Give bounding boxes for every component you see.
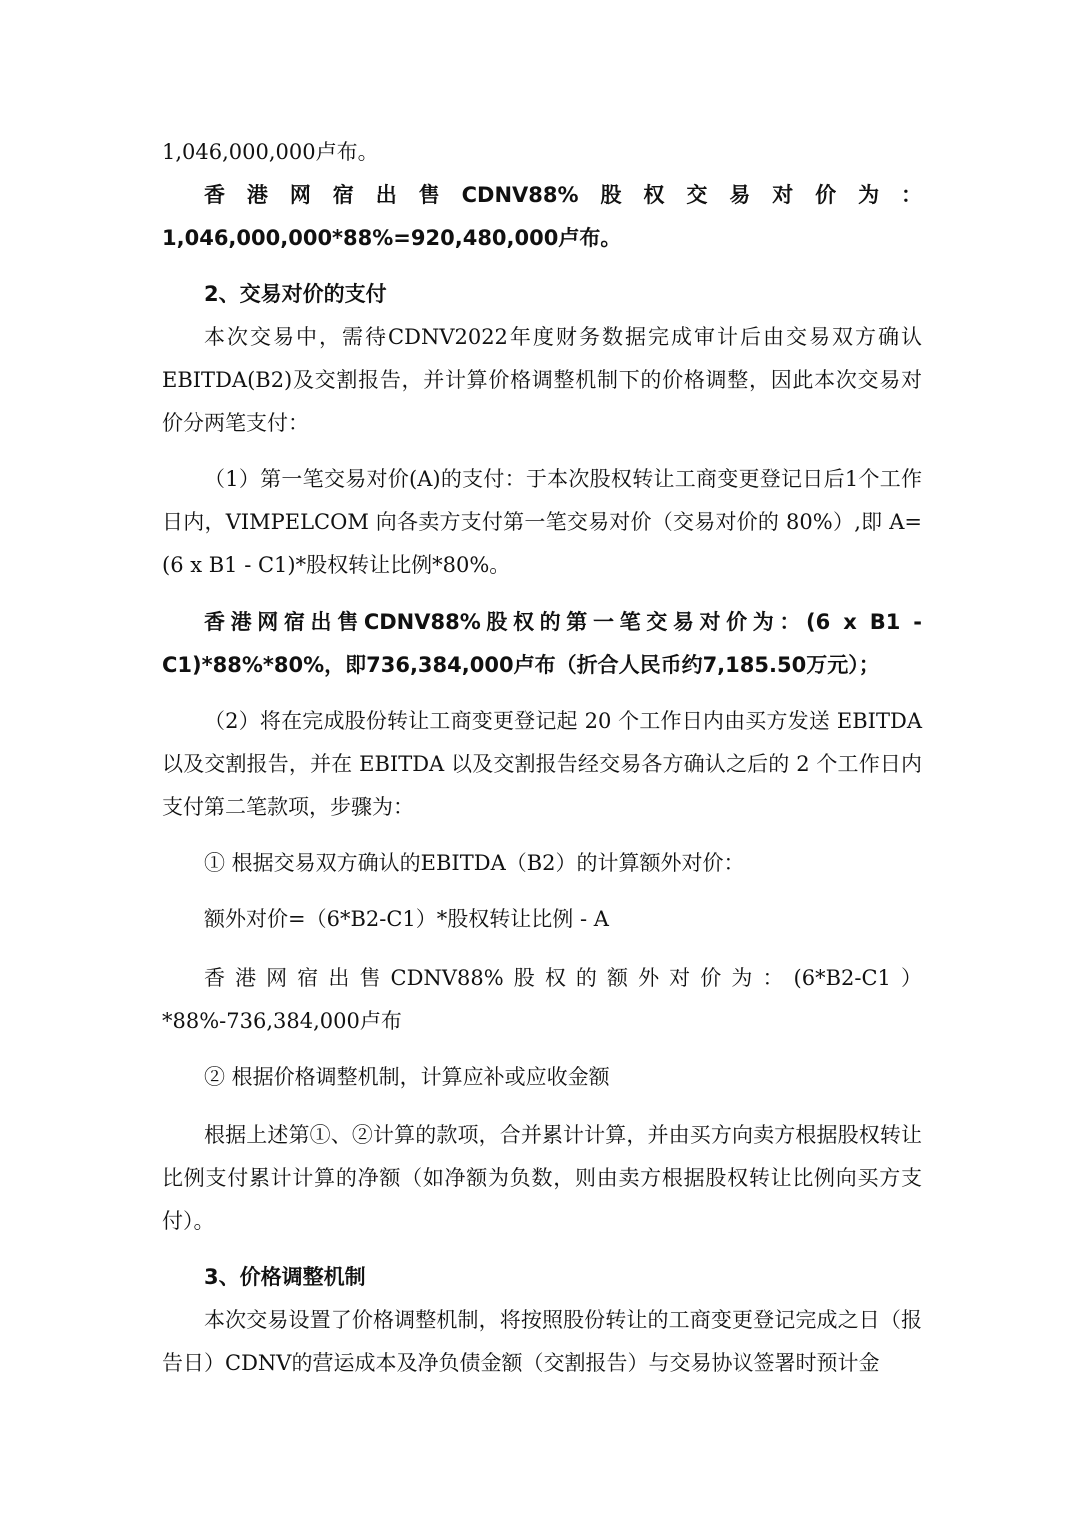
paragraph-amount-end: 1,046,000,000卢布。: [162, 140, 379, 164]
paragraph-extra-consideration: 香港网宿出售CDNV88%股权的额外对价为：(6*B2-C1）*88%-736,384,000卢布: [162, 966, 922, 1033]
paragraph-second-payment: （2）将在完成股份转让工商变更登记起 20 个工作日内由买方发送 EBITDA 以及交割报告，并在 EBITDA 以及交割报告经交易各方确认之后的 2 个工作日内支付第二笔款项，步骤为：: [162, 709, 922, 819]
heading-price-adjustment: 3、价格调整机制: [204, 1265, 366, 1289]
paragraph-first-payment-amount: 香港网宿出售CDNV88%股权的第一笔交易对价为：(6 x B1 - C1)*88%*80%，即736,384,000卢布（折合人民币约7,185.50万元）；: [162, 610, 922, 677]
paragraph-first-payment: （1）第一笔交易对价(A)的支付：于本次股权转让工商变更登记日后1个工作日内，VIMPELCOM 向各卖方支付第一笔交易对价（交易对价的 80%）,即 A=(6 x B1 - C1)*股权转让比例*80%。: [162, 467, 922, 577]
paragraph-price-adjustment: 本次交易设置了价格调整机制，将按照股份转让的工商变更登记完成之日（报告日）CDNV的营运成本及净负债金额（交割报告）与交易协议签署时预计金: [162, 1308, 922, 1375]
formula-extra-consideration: 额外对价=（6*B2-C1）*股权转让比例 - A: [204, 907, 609, 931]
heading-payment: 2、交易对价的支付: [204, 282, 387, 306]
step-one: ① 根据交易双方确认的EBITDA（B2）的计算额外对价：: [204, 851, 745, 875]
paragraph-net-amount: 根据上述第①、②计算的款项，合并累计计算，并由买方向卖方根据股权转让比例支付累计计算的净额（如净额为负数，则由卖方根据股权转让比例向买方支付）。: [162, 1123, 922, 1233]
paragraph-total-consideration: 香港网宿出售CDNV88%股权交易对价为：1,046,000,000*88%=920,480,000卢布。: [162, 183, 922, 250]
step-two: ② 根据价格调整机制，计算应补或应收金额: [204, 1065, 610, 1089]
paragraph-payment-intro: 本次交易中，需待CDNV2022年度财务数据完成审计后由交易双方确认EBITDA(B2)及交割报告，并计算价格调整机制下的价格调整，因此本次交易对价分两笔支付：: [162, 325, 922, 435]
